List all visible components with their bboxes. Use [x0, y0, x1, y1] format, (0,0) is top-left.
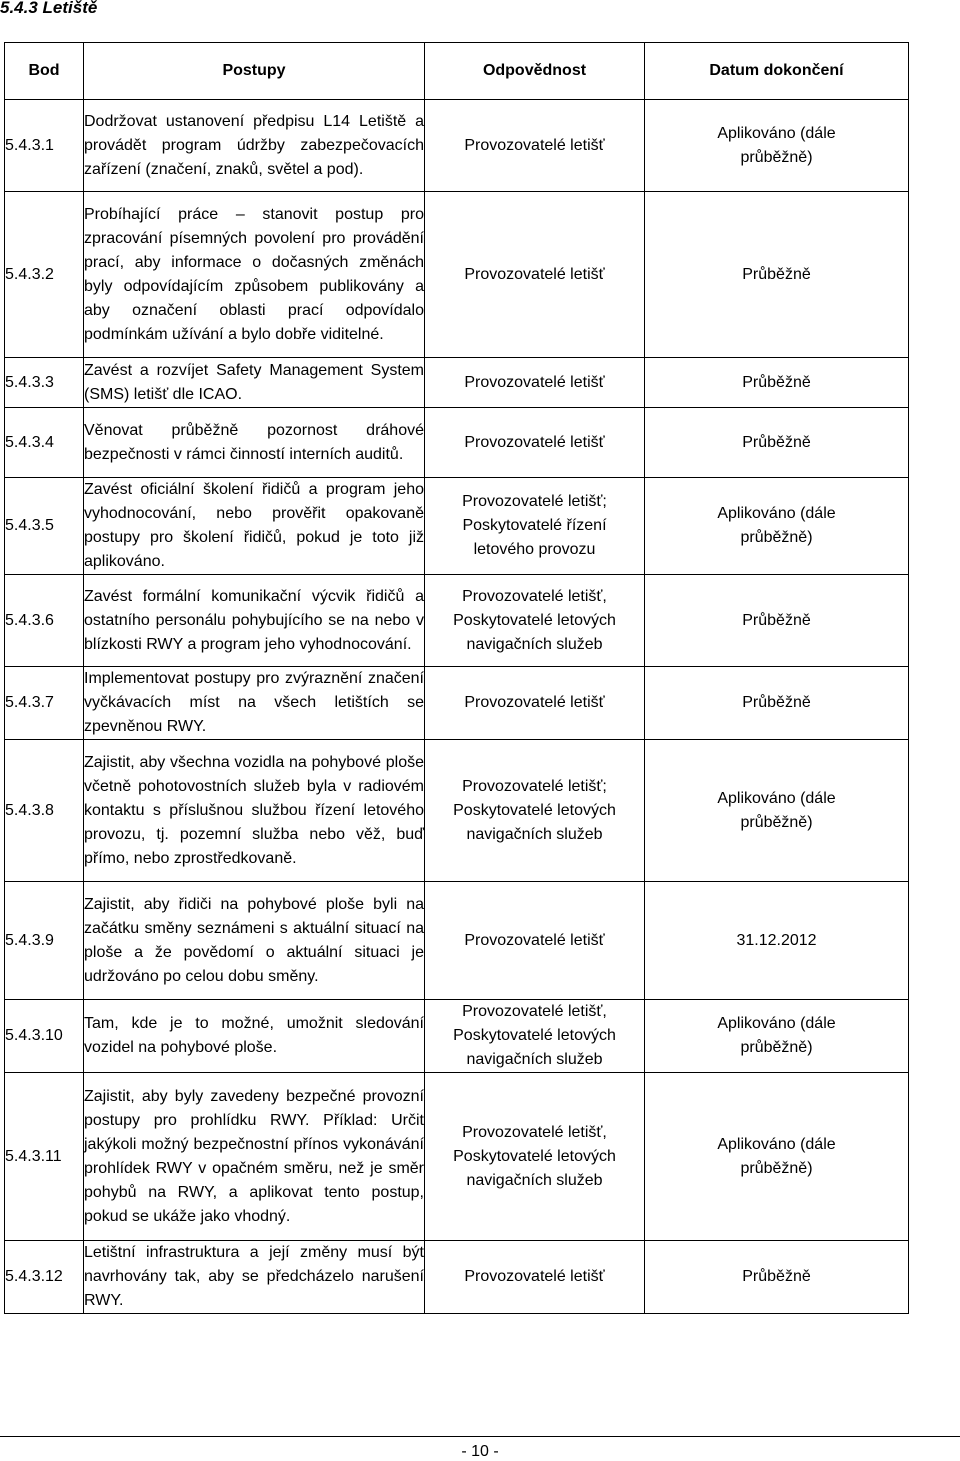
row-datum: Aplikováno (dále průběžně): [645, 100, 909, 192]
row-odpovednost: Provozovatelé letišť: [425, 358, 645, 408]
row-postup: Věnovat průběžně pozornost dráhové bezpečnosti v rámci činností interních auditů.: [84, 408, 425, 478]
table-row: [5, 1073, 909, 1241]
table-row: [5, 575, 909, 667]
row-datum: Průběžně: [645, 408, 909, 478]
table-row: [5, 1241, 909, 1314]
row-odpovednost: Provozovatelé letišť: [425, 667, 645, 740]
row-postup: Implementovat postupy pro zvýraznění značení vyčkávacích míst na všech letištích se zpevněnou RWY.: [84, 667, 425, 740]
row-postup: Zavést formální komunikační výcvik řidičů a ostatního personálu pohybujícího se na nebo v blízkosti RWY a program jeho vyhodnocování.: [84, 575, 425, 667]
table-row: [5, 667, 909, 740]
table-row: [5, 358, 909, 408]
page-number: - 10 -: [461, 1443, 499, 1460]
row-datum: 31.12.2012: [645, 882, 909, 1000]
header-odpovednost: Odpovědnost: [425, 43, 645, 100]
row-postup: Zajistit, aby všechna vozidla na pohybové ploše včetně pohotovostních služeb byla v radiovém kontaktu s příslušnou službou řízení letového provozu, tj. pozemní služba nebo věž, buď přímo, nebo zprostředkovaně.: [84, 740, 425, 882]
row-datum: Aplikováno (dále průběžně): [645, 740, 909, 882]
row-bod: 5.4.3.4: [5, 408, 84, 478]
header-postupy: Postupy: [84, 43, 425, 100]
row-bod: 5.4.3.10: [5, 1000, 84, 1073]
row-datum: Aplikováno (dále průběžně): [645, 1000, 909, 1073]
footer-divider: [0, 1436, 960, 1437]
table-row: [5, 100, 909, 192]
row-datum: Průběžně: [645, 575, 909, 667]
row-datum: Aplikováno (dále průběžně): [645, 1073, 909, 1241]
row-datum: Průběžně: [645, 192, 909, 358]
row-odpovednost: Provozovatelé letišť; Poskytovatelé letových navigačních služeb: [425, 740, 645, 882]
table-row: [5, 192, 909, 358]
row-odpovednost: Provozovatelé letišť, Poskytovatelé letových navigačních služeb: [425, 1000, 645, 1073]
table-row: [5, 882, 909, 1000]
row-bod: 5.4.3.3: [5, 358, 84, 408]
header-datum: Datum dokončení: [645, 43, 909, 100]
row-odpovednost: Provozovatelé letišť, Poskytovatelé letových navigačních služeb: [425, 1073, 645, 1241]
row-bod: 5.4.3.11: [5, 1073, 84, 1241]
row-odpovednost: Provozovatelé letišť: [425, 408, 645, 478]
row-postup: Dodržovat ustanovení předpisu L14 Letiště a provádět program údržby zabezpečovacích zařízení (značení, znaků, světel a pod).: [84, 100, 425, 192]
header-bod: Bod: [5, 43, 84, 100]
measures-table: [4, 42, 909, 1314]
row-bod: 5.4.3.8: [5, 740, 84, 882]
row-postup: Letištní infrastruktura a její změny musí být navrhovány tak, aby se předcházelo narušení RWY.: [84, 1241, 425, 1314]
table-row: [5, 740, 909, 882]
row-odpovednost: Provozovatelé letišť; Poskytovatelé řízení letového provozu: [425, 478, 645, 575]
row-datum: Průběžně: [645, 358, 909, 408]
row-odpovednost: Provozovatelé letišť, Poskytovatelé letových navigačních služeb: [425, 575, 645, 667]
table-row: [5, 408, 909, 478]
row-datum: Průběžně: [645, 667, 909, 740]
table-header-row: [5, 43, 909, 100]
row-bod: 5.4.3.9: [5, 882, 84, 1000]
row-bod: 5.4.3.12: [5, 1241, 84, 1314]
row-postup: Probíhající práce – stanovit postup pro zpracování písemných povolení pro provádění prací, aby informace o dočasných změnách byly odpovídajícím způsobem publikovány a aby označení oblasti prací odpovídalo podmínkám užívání a bylo dobře viditelné.: [84, 192, 425, 358]
row-postup: Zajistit, aby byly zavedeny bezpečné provozní postupy pro prohlídku RWY. Příklad: Určit jakýkoli možný bezpečnostní přínos vykonávání prohlídek RWY v opačném směru, než je směr pohybů na RWY, a aplikovat tento postup, pokud se ukáže jako vhodný.: [84, 1073, 425, 1241]
row-odpovednost: Provozovatelé letišť: [425, 100, 645, 192]
table-row: [5, 478, 909, 575]
row-postup: Zavést oficiální školení řidičů a program jeho vyhodnocování, nebo prověřit opakovaně postupy pro školení řidičů, pokud je toto již aplikováno.: [84, 478, 425, 575]
row-odpovednost: Provozovatelé letišť: [425, 192, 645, 358]
row-bod: 5.4.3.1: [5, 100, 84, 192]
row-odpovednost: Provozovatelé letišť: [425, 882, 645, 1000]
section-title: 5.4.3 Letiště: [0, 0, 98, 17]
row-bod: 5.4.3.7: [5, 667, 84, 740]
row-postup: Zajistit, aby řidiči na pohybové ploše byli na začátku směny seznámeni s aktuální situací na ploše a že povědomí o aktuální situaci je udržováno po celou dobu směny.: [84, 882, 425, 1000]
table-row: [5, 1000, 909, 1073]
row-bod: 5.4.3.5: [5, 478, 84, 575]
row-odpovednost: Provozovatelé letišť: [425, 1241, 645, 1314]
row-postup: Zavést a rozvíjet Safety Management System (SMS) letišť dle ICAO.: [84, 358, 425, 408]
row-bod: 5.4.3.2: [5, 192, 84, 358]
row-bod: 5.4.3.6: [5, 575, 84, 667]
row-datum: Aplikováno (dále průběžně): [645, 478, 909, 575]
row-datum: Průběžně: [645, 1241, 909, 1314]
row-postup: Tam, kde je to možné, umožnit sledování vozidel na pohybové ploše.: [84, 1000, 425, 1073]
